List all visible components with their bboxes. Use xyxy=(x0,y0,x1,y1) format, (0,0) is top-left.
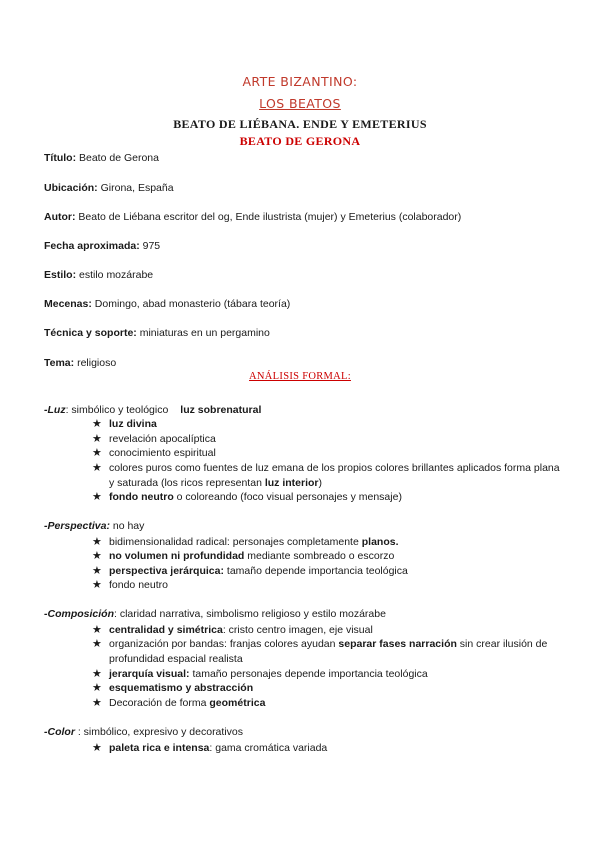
list-item: ★ fondo neutro xyxy=(92,579,168,591)
list-item: ★ centralidad y simétrica: cristo centro imagen, eje visual xyxy=(92,624,373,636)
star-bullet-icon: ★ xyxy=(92,638,102,650)
star-bullet-icon: ★ xyxy=(92,624,102,636)
list-item: ★ bidimensionalidad radical: personajes completamente planos. xyxy=(92,536,399,548)
field-ubicacion: Ubicación: Girona, España xyxy=(44,182,174,194)
section-color: -Color : simbólico, expresivo y decorativos xyxy=(44,726,243,738)
star-bullet-icon: ★ xyxy=(92,462,102,474)
list-item: ★ conocimiento espiritual xyxy=(92,447,216,459)
list-item: ★ perspectiva jerárquica: tamaño depende importancia teológica xyxy=(92,565,408,577)
star-bullet-icon: ★ xyxy=(92,550,102,562)
field-titulo: Título: Beato de Gerona xyxy=(44,152,159,164)
star-bullet-icon: ★ xyxy=(92,682,102,694)
field-tema: Tema: religioso xyxy=(44,357,117,369)
list-item: ★ colores puros como fuentes de luz emana de los propios colores brillantes aplicados forma plana y saturada (los ricos representan luz interior) xyxy=(92,462,560,489)
title-arte-bizantino: ARTE BIZANTINO: xyxy=(242,74,358,89)
star-bullet-icon: ★ xyxy=(92,433,102,445)
list-item: ★ jerarquía visual: tamaño personajes depende importancia teológica xyxy=(92,668,428,680)
analysis-heading: ANÁLISIS FORMAL: xyxy=(249,371,351,382)
star-bullet-icon: ★ xyxy=(92,536,102,548)
star-bullet-icon: ★ xyxy=(92,697,102,709)
title-los-beatos: LOS BEATOS xyxy=(259,96,341,111)
field-estilo: Estilo: estilo mozárabe xyxy=(44,269,154,281)
list-item: ★ no volumen ni profundidad mediante sombreado o escorzo xyxy=(92,550,395,562)
list-item: ★ fondo neutro o coloreando (foco visual personajes y mensaje) xyxy=(92,491,402,503)
field-autor: Autor: Beato de Liébana escritor del og, Ende ilustrista (mujer) y Emeterius (colaborador) xyxy=(44,211,462,223)
list-item: ★ esquematismo y abstracción xyxy=(92,682,254,694)
list-item: ★ paleta rica e intensa: gama cromática variada xyxy=(92,742,328,754)
section-perspectiva: -Perspectiva: no hay xyxy=(44,520,145,532)
field-fecha: Fecha aproximada: 975 xyxy=(44,240,161,252)
star-bullet-icon: ★ xyxy=(92,447,102,459)
star-bullet-icon: ★ xyxy=(92,742,102,754)
star-bullet-icon: ★ xyxy=(92,565,102,577)
subtitle-work: BEATO DE GERONA xyxy=(239,134,361,148)
star-bullet-icon: ★ xyxy=(92,579,102,591)
field-tecnica: Técnica y soporte: miniaturas en un pergamino xyxy=(44,327,270,339)
section-composicion: -Composición: claridad narrativa, simbolismo religioso y estilo mozárabe xyxy=(44,608,386,620)
subtitle-authors: BEATO DE LIÉBANA. ENDE Y EMETERIUS xyxy=(173,117,427,131)
star-bullet-icon: ★ xyxy=(92,418,102,430)
list-item: ★ Decoración de forma geométrica xyxy=(92,697,266,709)
list-item: ★ organización por bandas: franjas colores ayudan separar fases narración sin crear ilusión de profundidad espacial realista xyxy=(92,638,548,665)
list-item: ★ luz divina xyxy=(92,418,157,430)
list-item: ★ revelación apocalíptica xyxy=(92,433,216,445)
section-luz: -Luz: simbólico y teológico luz sobrenatural xyxy=(44,404,262,416)
field-mecenas: Mecenas: Domingo, abad monasterio (tábara teoría) xyxy=(44,298,291,310)
star-bullet-icon: ★ xyxy=(92,491,102,503)
star-bullet-icon: ★ xyxy=(92,668,102,680)
